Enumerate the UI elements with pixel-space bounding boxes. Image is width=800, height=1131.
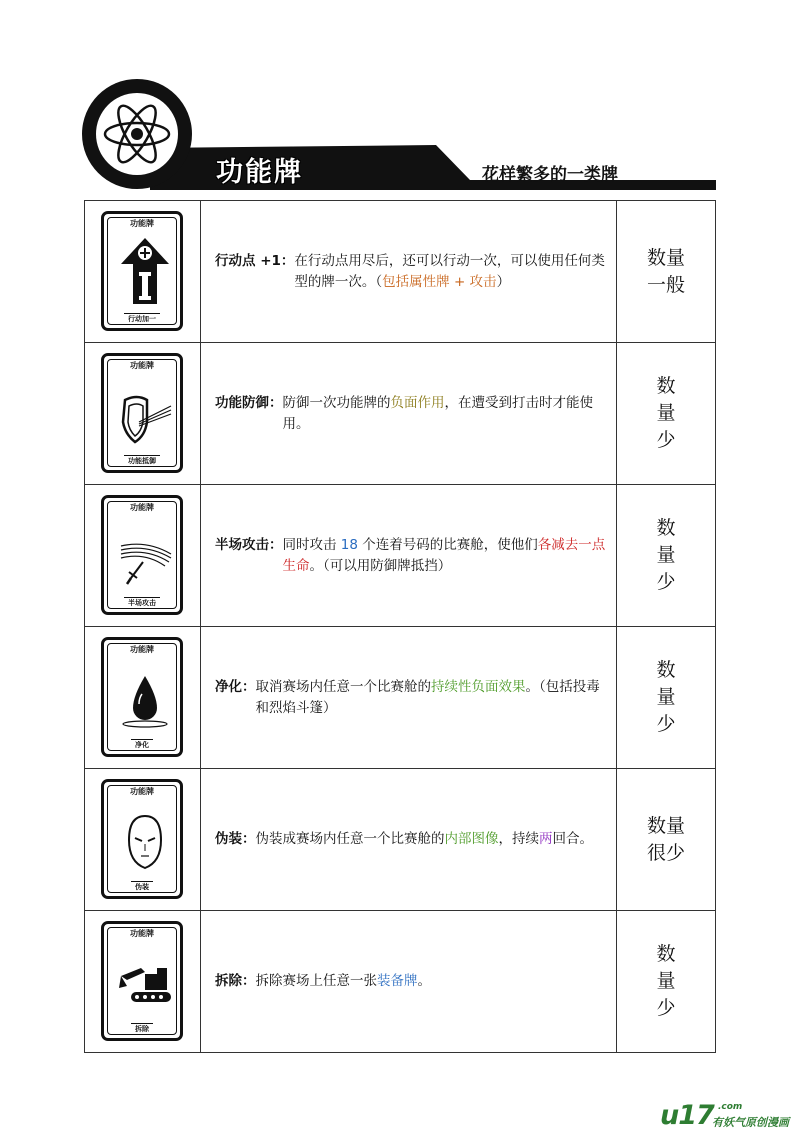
card-thumbnail (101, 779, 183, 899)
table-row (85, 769, 715, 911)
page-subtitle: 花样繁多的一类牌 (482, 165, 618, 185)
card-image-cell (85, 627, 201, 768)
card-type-label: 功能牌 (130, 361, 154, 370)
card-image-cell (85, 201, 201, 342)
card-description (201, 627, 617, 768)
card-image-cell (85, 911, 201, 1052)
card-description (201, 769, 617, 910)
highlight-text: 装备牌 (377, 973, 418, 989)
highlight-number: 18 (340, 536, 358, 553)
card-type-label: 功能牌 (130, 645, 154, 654)
watermark-domain: .com (718, 1102, 743, 1112)
card-effect: 防御一次功能牌的负面作用，在遭受到打击时才能使用。 (282, 394, 593, 432)
page-title: 功能牌 (216, 157, 303, 188)
excavator-icon (117, 946, 173, 1016)
card-effect: 拆除赛场上任意一张装备牌。 (255, 973, 431, 989)
card-image-cell (85, 343, 201, 484)
sword-slash-icon (117, 520, 173, 590)
card-effect: 伪装成赛场内任意一个比赛舱的内部图像，持续两回合。 (255, 831, 593, 847)
table-row (85, 201, 715, 343)
highlight-text: 内部图像 (444, 831, 499, 847)
arrow-up-plus-one-icon (117, 236, 173, 306)
card-type-label: 功能牌 (130, 503, 154, 512)
card-thumbnail (101, 921, 183, 1041)
card-quantity: 数 量 少 (656, 659, 676, 735)
card-quantity-cell (617, 769, 715, 910)
watermark-slogan: 有妖气原创漫画 (712, 1116, 789, 1129)
water-drop-icon (117, 662, 173, 732)
table-row (85, 343, 715, 485)
shield-deflect-icon (117, 378, 173, 448)
table-row (85, 627, 715, 769)
card-quantity: 数 量 少 (656, 943, 676, 1019)
card-description (201, 911, 617, 1052)
atom-icon (96, 93, 178, 175)
card-quantity: 数 量 少 (656, 375, 676, 451)
table-row (85, 485, 715, 627)
card-thumbnail (101, 211, 183, 331)
card-quantity-cell (617, 201, 715, 342)
highlight-text: 包括属性牌 + 攻击 (382, 273, 497, 290)
card-description (201, 343, 617, 484)
card-name: 净化： (215, 678, 256, 695)
table-row (85, 911, 715, 1052)
card-name-label: 行动加一 (124, 313, 160, 324)
mask-icon (117, 804, 173, 874)
highlight-text: 各减去一点生命 (282, 536, 606, 574)
highlight-text: 两 (539, 831, 553, 847)
card-effect: 取消赛场内任意一个比赛舱的持续性负面效果。（包括投毒和烈焰斗篷） (255, 678, 600, 716)
card-thumbnail (101, 637, 183, 757)
card-quantity-cell (617, 911, 715, 1052)
card-name-label: 伪装 (131, 881, 153, 892)
card-quantity-cell (617, 343, 715, 484)
card-quantity: 数 量 少 (656, 517, 676, 593)
card-thumbnail (101, 495, 183, 615)
highlight-text: 负面作用 (390, 394, 445, 411)
card-effect: 在行动点用尽后，还可以行动一次，可以使用任何类型的牌一次。（包括属性牌 + 攻击） (294, 252, 605, 290)
card-name-label: 净化 (131, 739, 153, 750)
card-name: 伪装： (215, 831, 256, 847)
card-type-label: 功能牌 (130, 219, 154, 228)
card-name: 功能防御： (215, 394, 283, 411)
watermark-brand: u17 (660, 1100, 714, 1131)
card-quantity: 数量 很少 (646, 814, 685, 864)
card-table (84, 200, 716, 1053)
card-type-label: 功能牌 (130, 787, 154, 796)
card-name: 半场攻击： (215, 536, 283, 553)
card-effect: 同时攻击 18 个连着号码的比赛舱，使他们各减去一点生命。（可以用防御牌抵挡） (282, 536, 606, 574)
card-description (201, 201, 617, 342)
card-name-label: 功能抵御 (124, 455, 160, 466)
card-type-label: 功能牌 (130, 929, 154, 938)
card-image-cell (85, 769, 201, 910)
card-image-cell (85, 485, 201, 626)
card-quantity-cell (617, 485, 715, 626)
card-description (201, 485, 617, 626)
logo-badge (82, 79, 192, 189)
card-thumbnail (101, 353, 183, 473)
card-quantity-cell (617, 627, 715, 768)
card-name-label: 拆除 (131, 1023, 153, 1034)
card-quantity: 数量 一般 (646, 246, 685, 296)
page-header (0, 0, 800, 200)
highlight-text: 持续性负面效果 (431, 678, 526, 695)
card-name-label: 半场攻击 (124, 597, 160, 608)
card-name: 拆除： (215, 973, 256, 989)
card-name: 行动点 +1： (215, 252, 295, 269)
